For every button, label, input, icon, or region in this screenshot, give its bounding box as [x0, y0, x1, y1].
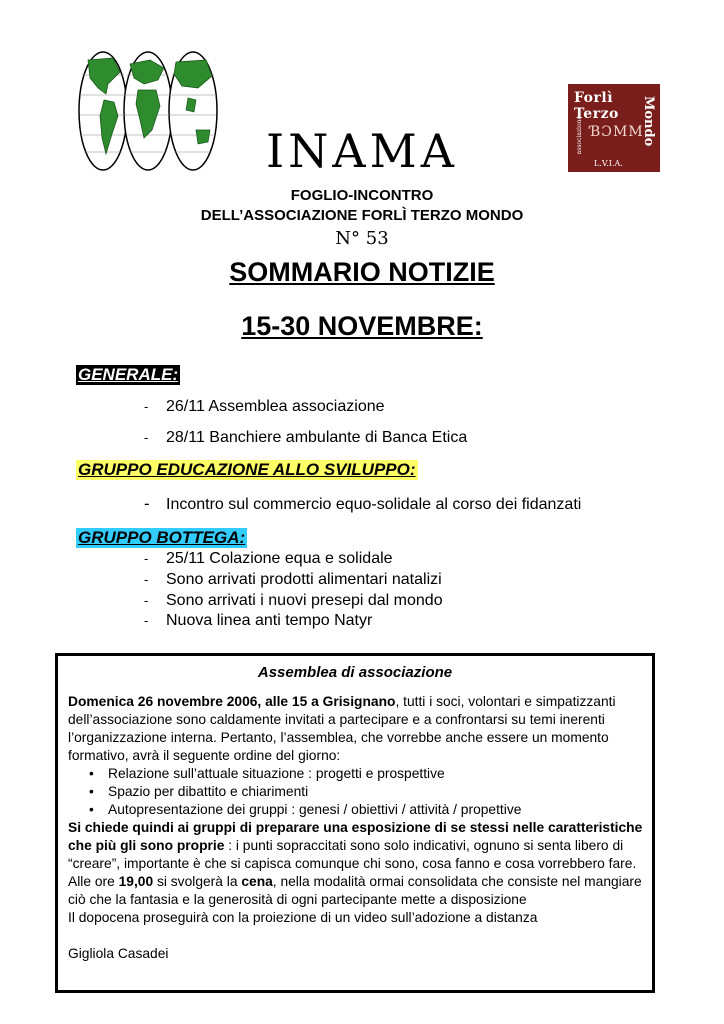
- paragraph-intro: Domenica 26 novembre 2006, alle 15 a Grisignano, tutti i soci, volontari e simpatizzanti dell’associazione sono caldamente invitati a partecipare e a confrontarsi su temi inerenti l’organizzazione interna. Pertanto, l’assemblea, che vorrebbe anche essere un momento formativo, avrà il seguente ordine del giorno:: [68, 694, 616, 763]
- list-item: - Nuova linea anti tempo Natyr: [144, 612, 373, 629]
- list-item: - Sono arrivati i nuovi presepi dal mondo: [144, 592, 443, 609]
- section-generale-label: GENERALE:: [78, 365, 179, 384]
- newsletter-title: INAMA: [266, 124, 458, 178]
- list-item: - Sono arrivati prodotti alimentari natalizi: [144, 571, 442, 588]
- logo-emblem: ƁƆMM: [590, 124, 644, 140]
- logo-text-1: Forlì Terzo: [574, 90, 619, 122]
- section-bottega-label: GRUPPO BOTTEGA:: [78, 528, 246, 547]
- list-item: - 26/11 Assemblea associazione: [144, 398, 385, 415]
- list-item: - 25/11 Colazione equa e solidale: [144, 550, 393, 567]
- subtitle-line-1: FOGLIO-INCONTRO: [290, 187, 434, 204]
- issue-number: N° 53: [335, 228, 389, 249]
- assembly-announcement-box: [55, 653, 655, 993]
- section-educazione-label: GRUPPO EDUCAZIONE ALLO SVILUPPO:: [78, 460, 416, 479]
- paragraph-request: Si chiede quindi ai gruppi di preparare una esposizione di se stessi nelle caratteristiche che più gli sono proprie : i punti sopraccitati sono solo indicativi, ognuno si senta libero di “creare”, importante è che si capisca comunque chi sono, cosa fanno e cosa vorrebbero fare.: [68, 820, 643, 871]
- list-item: • Relazione sull’attuale situazione : progetti e prospettive: [108, 765, 648, 783]
- logo-text-small: associazione: [576, 116, 583, 155]
- box-title: Assemblea di associazione: [257, 664, 453, 681]
- summary-heading: SOMMARIO NOTIZIE: [229, 257, 495, 287]
- list-item: - Incontro sul commercio equo-solidale al corso dei fidanzati: [144, 494, 582, 513]
- agenda-list: [68, 765, 648, 819]
- box-body: [68, 693, 648, 963]
- paragraph-dinner: Alle ore 19,00 si svolgerà la cena, nella modalità ormai consolidata che consiste nel mangiare ciò che la fantasia e la generosità di ogni partecipante mette a disposizione: [68, 874, 642, 907]
- signature: Gigliola Casadei: [68, 946, 169, 961]
- logo-text-bottom: L.V.I.A.: [594, 159, 623, 168]
- list-item: - 28/11 Banchiere ambulante di Banca Etica: [144, 429, 468, 446]
- list-item: • Spazio per dibattito e chiarimenti: [108, 783, 648, 801]
- paragraph-video: Il dopocena proseguirà con la proiezione di un video sull’adozione a distanza: [68, 910, 538, 925]
- logo-text-2: Mondo: [641, 96, 656, 147]
- list-item: • Autopresentazione dei gruppi : genesi / obiettivi / attività / propettive: [108, 801, 648, 819]
- date-range-heading: 15-30 NOVEMBRE:: [241, 311, 483, 341]
- subtitle-line-2: DELL’ASSOCIAZIONE FORLÌ TERZO MONDO: [200, 207, 524, 224]
